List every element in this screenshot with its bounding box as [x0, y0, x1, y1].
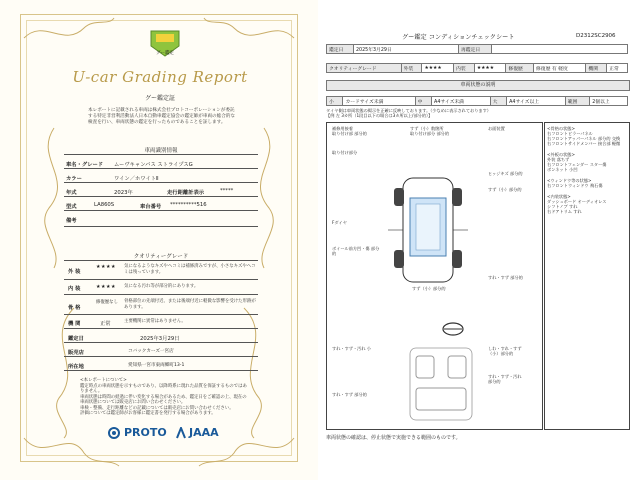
exterior-text: 気になるようなキズやヘコミは補修済みですが、小さなキズやヘコミは残っています。 [124, 264, 256, 275]
explain-title: 車両状態の説明 [326, 80, 630, 91]
grading-certificate [0, 0, 318, 480]
quality-grade-table [326, 63, 628, 73]
year-label: 年式 [66, 190, 77, 196]
area-label: 範囲 [565, 97, 590, 106]
frame-value: 修復歴なし [96, 300, 118, 305]
damage-label-4: 取り付け部分 [332, 150, 358, 155]
size-small-label: 小 [327, 97, 343, 106]
address-value: 愛知県一宮市東両郷町13-1 [128, 363, 185, 368]
steering-wheel-icon [442, 322, 464, 336]
notes-label: 備考 [66, 218, 77, 224]
divider [64, 314, 258, 315]
damage-label-8: ボイール前方凹・傷 部分的 [332, 246, 380, 256]
size-large-label: 大 [490, 97, 506, 106]
damage-label-12: しわ・すれ・すず （小）部分的 [488, 346, 522, 356]
color-value: ワイン／ホワイトⅡ [114, 176, 159, 182]
mileage-value: ***** [220, 188, 234, 194]
divider [64, 294, 258, 295]
divider [64, 260, 258, 261]
color-label: カラー [66, 176, 82, 182]
divider [64, 226, 258, 227]
side-note: <外板の状態> [547, 152, 575, 157]
dealer-label: 販売店 [68, 350, 84, 356]
side-note: <骨格の状態> [547, 126, 575, 131]
engine-text: 主要機関に異常はありません。 [124, 319, 186, 324]
divider [64, 356, 258, 357]
badge-label: グー鑑定 [156, 51, 174, 56]
car-name-value: ムーヴキャンバス ストライプスG [114, 162, 193, 168]
jaaa-logo-icon [176, 427, 186, 439]
interior-stars: ★★★★ [96, 284, 116, 290]
quality-grade-label: クオリティーグレード [327, 64, 402, 73]
size-medium-desc: A4サイズ未満 [432, 97, 491, 106]
car-name-label: 車名・グレード [66, 162, 104, 168]
damage-label-5: ヒッジキズ 部分的 [488, 171, 523, 176]
divider [64, 182, 258, 183]
divider [64, 342, 258, 343]
jaaa-logo-text: JAAA [189, 426, 219, 439]
proto-logo [108, 426, 167, 439]
divider [64, 328, 258, 329]
damage-label-7: Fダイヤ [332, 220, 347, 225]
divider [64, 168, 258, 169]
vehicle-section-title: 車両識別情報 [144, 148, 178, 154]
year-value: 2023年 [114, 190, 133, 196]
divider [64, 279, 258, 280]
quality-section-title: クオリティーグレード [133, 254, 189, 260]
remark-item: 車両状態は時間の経過に伴い変化する場合があるため、鑑定日をご確認の上、現在の車両状態については販売店にお問い合わせください。 [80, 394, 247, 405]
sheet-date-label: 鑑定日 [327, 45, 354, 54]
date-label: 鑑定日 [68, 336, 84, 342]
side-note: シフトノブ すれ [547, 204, 578, 209]
remarks [80, 378, 250, 417]
damage-label-1: 補修用接着 取り付け部 部分的 [332, 126, 367, 136]
divider [64, 370, 258, 371]
engine-label: 機 関 [68, 321, 81, 327]
damage-label-10: すれ・すず 部分的 [488, 275, 523, 280]
side-note: 右フロントピラーパネル [547, 131, 593, 136]
date-value: 2025年3月29日 [140, 336, 180, 342]
sheet-date-value: 2025年3月29日 [354, 45, 459, 54]
engine-value: 正常 [100, 321, 111, 327]
frame-grade-label: 修復歴 [506, 64, 534, 73]
frame-grade-value: 修復歴 有 軽度 [533, 64, 585, 73]
side-note: 外装 落ちず [547, 157, 570, 162]
area-value: 2個以上 [590, 97, 628, 106]
interior-seat-diagram [406, 344, 476, 424]
remark-item: 鑑定時点の車両状態を示すものであり、以降時系に現れた品質を保証するものではありません。 [80, 383, 247, 394]
side-note: 右ドアトリム すれ [547, 209, 582, 214]
size-medium-label: 中 [415, 97, 431, 106]
sheet-title: グー鑑定 コンディションチェックシート [402, 34, 515, 41]
engine-grade-label: 機関 [586, 64, 607, 73]
car-topview-diagram [378, 170, 478, 290]
sheet-next-value [492, 45, 628, 54]
date-table [326, 44, 628, 54]
chassis-value: **********516 [170, 202, 207, 208]
size-large-desc: A4サイズ以上 [507, 97, 566, 106]
side-note: <ウィンドウ等の状態> [547, 178, 592, 183]
certificate-subtitle: グー鑑定証 [144, 95, 175, 102]
sheet-footer: 車両状態の確認は、停止状態で実施できる範囲のものです。 [326, 435, 461, 441]
exterior-grade-label: 外装 [401, 64, 422, 73]
exterior-label: 外 装 [68, 269, 81, 275]
interior-label: 内 装 [68, 286, 81, 292]
proto-logo-icon [108, 427, 120, 439]
damage-label-2: すず（小）数箇所 取り付け部分 部分的 [410, 126, 450, 136]
engine-grade-value: 正常 [607, 64, 628, 73]
proto-logo-text: PROTO [124, 426, 167, 439]
frame-label: 骨 格 [68, 305, 81, 311]
chassis-label: 車台番号 [140, 204, 162, 210]
sheet-code: D2312SC2906 [576, 33, 616, 39]
model-value: LA860S [94, 202, 115, 208]
condition-check-sheet [318, 0, 640, 480]
interior-grade-stars: ★★★★ [474, 64, 506, 73]
legend-note: タイヤ側は車両状態の掲示を正確に反映しております。（少なめに表示されております） 【例 左 3カ所（1段目以下の場合は3カ所以上/部分的）】 [326, 108, 491, 118]
side-note: 右フロントフェンダー スター傷 [547, 162, 607, 167]
sheet-next-label: 再鑑定日 [459, 45, 492, 54]
damage-size-table [326, 96, 628, 106]
remark-item: 評価については鑑定師がお客様に鑑定書を発行する場合があります。 [80, 411, 216, 416]
divider [64, 210, 258, 211]
certificate-intro: 本レポートに記載される車両は株式会社プロトコーポレーションが委託する特定非営利活動法人日本自動車鑑定協会の鑑定師が車両の総合的な検査を行い、車両状態の鑑定を行ったものであることを証します。 [88, 108, 236, 125]
address-label: 所在地 [68, 364, 84, 370]
side-note: 右フロントアッパーパネル 部分的 交換 [547, 136, 621, 141]
side-note: 右フロントサイドメンバー 接合部 軽微 [547, 141, 621, 146]
side-note: <内装状態> [547, 194, 571, 199]
exterior-grade-stars: ★★★★ [422, 64, 454, 73]
mileage-label: 走行距離計表示 [167, 190, 205, 196]
divider [64, 196, 258, 197]
damage-label-11: すれ・すず・汚れ 小 [332, 346, 372, 351]
certificate-title: U-car Grading Report [72, 68, 248, 86]
damage-label-9: すず（小）部分的 [412, 286, 446, 291]
side-note: ダッシュボード オーディオレス [547, 199, 607, 204]
damage-label-3: お面装置 [488, 126, 505, 131]
interior-text: 気になる汚れ等が部分的にあります。 [124, 284, 199, 289]
size-small-desc: カードサイズ未満 [343, 97, 415, 106]
interior-grade-label: 内装 [454, 64, 475, 73]
remark-item: 車検・整備、走行距離などの記載については販売店にお問い合わせください。 [80, 405, 234, 411]
model-label: 型式 [66, 204, 77, 210]
jaaa-logo [176, 426, 219, 439]
remarks-title: <本レポートについて> [80, 378, 127, 383]
divider [64, 154, 258, 155]
frame-text: 骨格部位の先端付近、または後端付近に軽微な影響を受けた形跡があります。 [124, 299, 256, 310]
side-note: 右フロントウィンドウ 飛石傷 [547, 183, 603, 188]
dealer-value: コバックカーズ一宮店 [128, 349, 174, 354]
side-notes [547, 126, 627, 214]
damage-label-13: すれ・すず・汚れ 部分的 [488, 374, 522, 384]
damage-label-6: すず（小）部分的 [488, 187, 522, 192]
damage-label-14: すれ・すず 部分的 [332, 392, 367, 397]
exterior-stars: ★★★★ [96, 264, 116, 270]
side-note: ボンネット 小凹 [547, 167, 578, 172]
